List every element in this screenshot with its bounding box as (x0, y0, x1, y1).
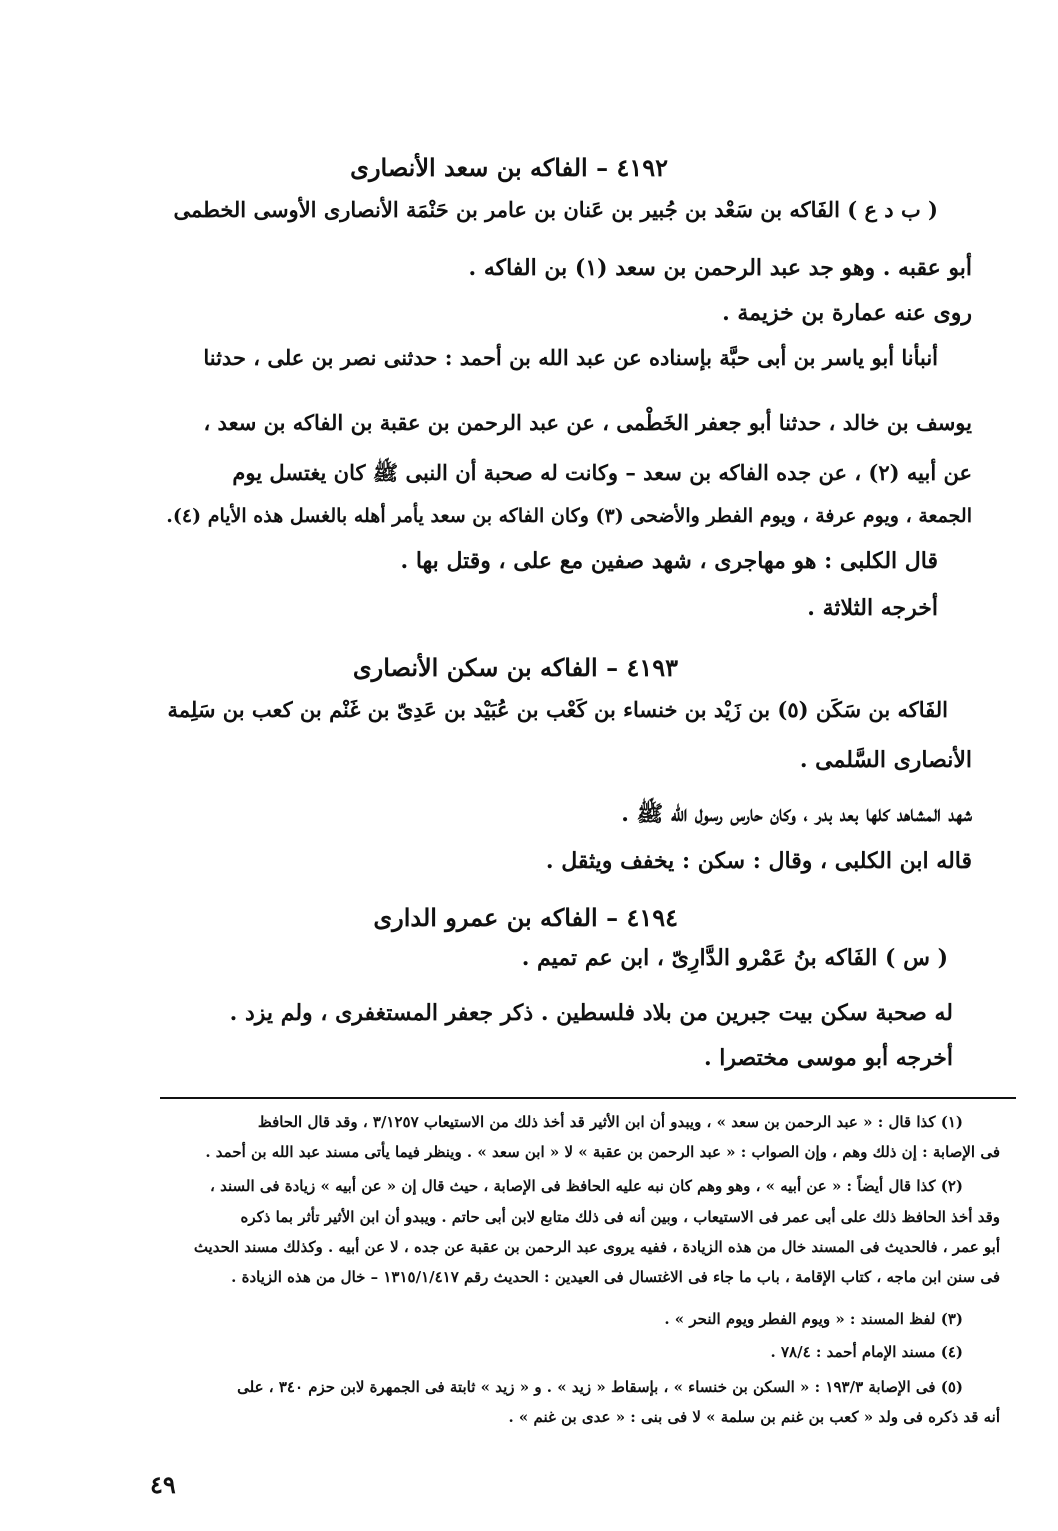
footnote-line: (١) كذا قال : « عبد الرحمن بن سعد » ، ويبدو أن ابن الأثير قد أخذ ذلك من الاستيعاب ٣/١٢٥٧ ، وقد قال الحافظ (257, 1113, 963, 1131)
footnote-line: فى سنن ابن ماجه ، كتاب الإقامة ، باب ما جاء فى الاغتسال فى العيدين : الحديث رقم ١٣١٥/١/٤١٧ – خال من هذه الزيادة . (231, 1268, 1000, 1286)
entry-line: أبو عقبه . وهو جد عبد الرحمن بن سعد (١) بن الفاكه . (468, 255, 972, 281)
entry-heading: ٤١٩٢ – الفاكه بن سعد الأنصارى (350, 153, 668, 182)
page-number: ٤٩ (150, 1470, 176, 1499)
entry-line: أنبأنا أبو ياسر بن أبى حبَّة بإسناده عن عبد الله بن أحمد : حدثنى نصر بن على ، حدثنا (203, 345, 938, 370)
entry-line: الأنصارى السَّلمى . (799, 747, 972, 773)
entry-line: الفَاكه بن سَكَن (٥) بن زَيْد بن خنساء بن كَعْب بن عُبَيْد بن عَدِىّ بن غَنْم بن كعب بن سَلِمة (167, 697, 948, 722)
footnote-line: أنه قد ذكره فى ولد « كعب بن غنم بن سلمة » لا فى بنى : « عدى بن غنم » . (508, 1408, 1000, 1426)
entry-line: له صحبة سكن بيت جبرين من بلاد فلسطين . ذكر جعفر المستغفرى ، ولم يزد . (229, 1000, 953, 1026)
footnote-line: (٤) مسند الإمام أحمد : ٧٨/٤ . (770, 1343, 963, 1361)
entry-line: يوسف بن خالد ، حدثنا أبو جعفر الخَطْمى ، عن عبد الرحمن بن عقبة بن الفاكه بن سعد ، (203, 410, 972, 435)
footnote-line: (٣) لفظ المسند : « ويوم الفطر ويوم النحر » . (664, 1310, 963, 1328)
footnote-separator (160, 1097, 1016, 1099)
entry-line: ( س ) الفَاكه بنُ عَمْرو الدَّارِىّ ، ابن عم تميم . (521, 945, 948, 971)
entry-line: قاله ابن الكلبى ، وقال : سكن : يخفف ويثقل . (545, 848, 972, 874)
entry-line: أخرجه الثلاثة . (807, 595, 938, 621)
entry-line: روى عنه عمارة بن خزيمة . (722, 300, 972, 326)
entry-line: قال الكلبى : هو مهاجرى ، شهد صفين مع على ، وقتل بها . (400, 548, 938, 574)
entry-line: عن أبيه (٢) ، عن جده الفاكه بن سعد – وكانت له صحبة أن النبى ﷺ كان يغتسل يوم (232, 460, 972, 485)
entry-line: الجمعة ، ويوم عرفة ، ويوم الفطر والأضحى (٣) وكان الفاكه بن سعد يأمر أهله بالغسل هذه الأيام (٤). (166, 505, 972, 527)
footnote-line: وقد أخذ الحافظ ذلك على أبى عمر فى الاستيعاب ، وبين أنه فى ذلك متابع لابن أبى حاتم . ويبدو أن ابن الأثير تأثر بما ذكره (240, 1208, 1000, 1226)
footnote-line: (٢) كذا قال أيضاً : « عن أبيه » ، وهو وهم كان نبه عليه الحافظ فى الإصابة ، حيث قال إن « عن أبيه » زيادة فى السند ، (210, 1177, 963, 1195)
entry-line: ( ب د ع ) الفَاكه بن سَعْد بن جُبير بن عَنان بن عامر بن حَنْمَة الأنصارى الأوسى الخطمى (173, 197, 938, 222)
entry-heading: ٤١٩٣ – الفاكه بن سكن الأنصارى (352, 653, 678, 682)
footnote-line: (٥) فى الإصابة ١٩٣/٣ : « السكن بن خنساء » ، بإسقاط « زيد » . و « زيد » ثابتة فى الجمهرة لابن حزم ٣٤٠ ، على (237, 1378, 963, 1396)
entry-line: شهد المشاهد كلها بعد بدر ، وكان حارس رسول الله ﷺ . (621, 801, 972, 827)
footnote-line: أبو عمر ، فالحديث فى المسند خال من هذه الزيادة ، ففيه يروى عبد الرحمن بن عقبة عن جده ، لا عن أبيه . وكذلك مسند الحديث (193, 1238, 1000, 1256)
entry-line: أخرجه أبو موسى مختصرا . (703, 1045, 953, 1071)
entry-heading: ٤١٩٤ – الفاكه بن عمرو الدارى (373, 903, 678, 932)
footnote-line: فى الإصابة : إن ذلك وهم ، وإن الصواب : « عبد الرحمن بن عقبة » لا « ابن سعد » . وينظر فيما يأتى مسند عبد الله بن أحمد . (205, 1143, 1000, 1161)
